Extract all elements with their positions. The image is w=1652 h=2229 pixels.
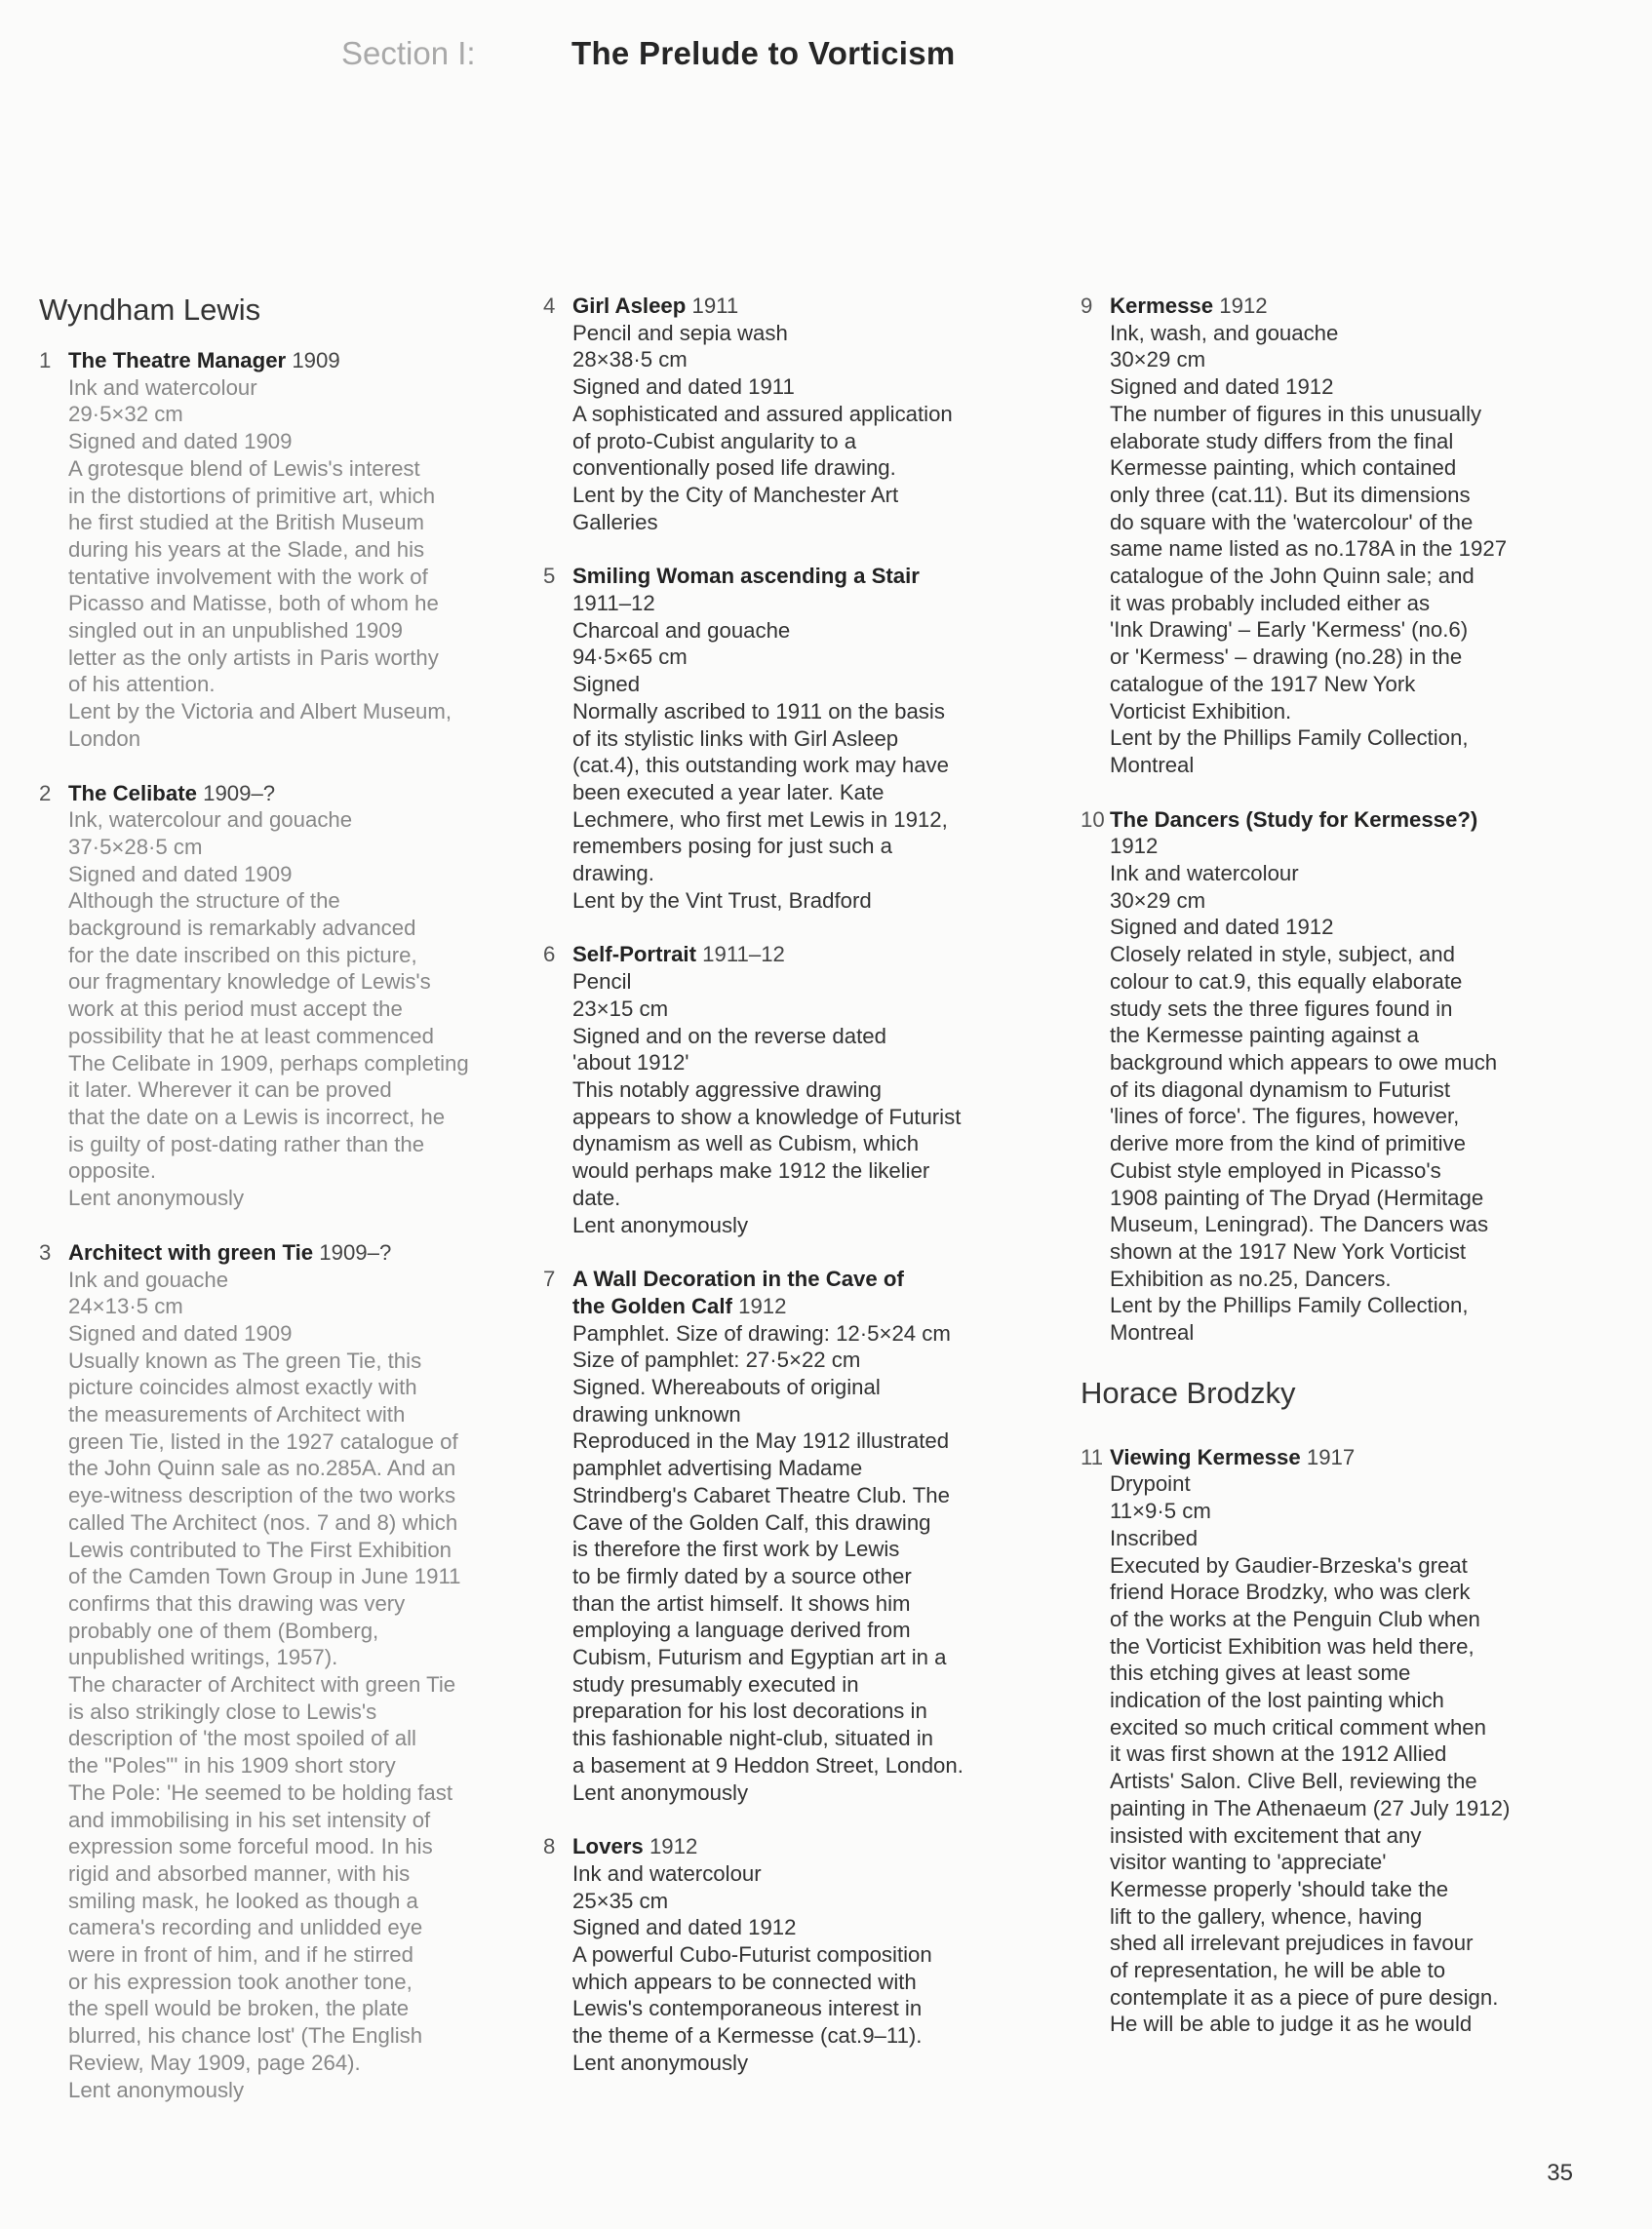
entry-text-line: the measurements of Architect with [68,1402,406,1427]
entry-text-line: the spell would be broken, the plate [68,1996,410,2021]
entry-text-line: is therefore the first work by Lewis [572,1537,900,1562]
entry-heading [1110,1444,1568,1471]
entry-text-line: Normally ascribed to 1911 on the basis [572,698,945,723]
entry-text-line: Ink, watercolour and gouache [68,807,353,833]
entry-text-line: The Celibate in 1909, perhaps completing [68,1050,469,1075]
entry-text-line: employing a language derived from [572,1618,911,1643]
entry-text-line: friend Horace Brodzky, who was clerk [1110,1580,1471,1605]
entry-text-line: 23×15 cm [572,996,669,1021]
entry-text-line: remembers posing for just such a [572,834,893,859]
entry-text-line: Lewis's contemporaneous interest in [572,1996,923,2021]
entry-text-line: Although the structure of the [68,888,340,914]
entry-text-line: drawing unknown [572,1401,741,1427]
artist-heading: Wyndham Lewis [39,293,261,327]
entry-text-line: Lent anonymously [572,2050,749,2075]
entry-text-line: Lewis contributed to The First Exhibition [68,1537,452,1562]
entry-text-line: is also strikingly close to Lewis's [68,1699,377,1724]
catalogue-entry [1081,1444,1568,2038]
entry-text-line: description of 'the most spoiled of all [68,1726,416,1751]
section-title: The Prelude to Vorticism [571,35,956,71]
entry-text-line: Closely related in style, subject, and [1110,942,1455,967]
entry-heading [68,347,507,374]
entry-text-line: 1908 painting of The Dryad (Hermitage [1110,1185,1484,1210]
entry-text-line: same name listed as no.178A in the 1927 [1110,536,1508,562]
entry-text-line: 28×38·5 cm [572,347,688,372]
entry-text-line: Signed and dated 1909 [68,861,293,886]
entry-text-line: Pencil [572,969,632,995]
entry-date: 1909 [292,348,340,372]
entry-text-line: Artists' Salon. Clive Bell, reviewing the [1110,1769,1477,1794]
catalogue-entry [39,347,507,753]
entry-text-line: our fragmentary knowledge of Lewis's [68,969,431,995]
entry-text-line: that the date on a Lewis is incorrect, he [68,1104,446,1129]
entry-text-line: work at this period must accept the [68,997,403,1022]
entry-date: 1912 [1110,834,1159,859]
entry-text-line: were in front of him, and if he stirred [68,1942,413,1968]
entry-text-line: Ink and watercolour [1110,861,1299,886]
entry-text-line: derive more from the kind of primitive [1110,1131,1466,1156]
entry-text-line: is guilty of post-dating rather than the [68,1131,425,1156]
section-label: Section I: [341,35,476,71]
entry-text-line: Lent by the Vint Trust, Bradford [572,887,872,913]
catalogue-entry [1081,806,1568,1347]
entry-text-line: it was probably included either as [1110,590,1431,615]
entry-title: The Dancers (Study for Kermesse?) [1110,806,1478,832]
entry-text-line: insisted with excitement that any [1110,1822,1422,1848]
entry-text-line: A powerful Cubo-Futurist composition [572,1942,932,1968]
entry-text-line: A grotesque blend of Lewis's interest [68,455,420,481]
entry-title: Smiling Woman ascending a Stair [572,564,920,589]
entry-title: Kermesse [1110,293,1214,318]
entry-date: 1911–12 [572,591,655,616]
entry-text-line: Kermesse properly 'should take the [1110,1876,1449,1901]
entry-text-line: date. [572,1185,621,1210]
entry-title: Girl Asleep [572,293,687,318]
entry-text-line: of his attention. [68,672,216,697]
entry-text-line: indication of the lost painting which [1110,1688,1444,1713]
entry-text-line: smiling mask, he looked as though a [68,1888,418,1913]
entry-text-line: 29·5×32 cm [68,402,183,427]
entry-text-line: Vorticist Exhibition. [1110,698,1292,723]
entry-text-line: Lent anonymously [572,1212,749,1237]
entry-text-line: Signed. Whereabouts of original [572,1375,881,1400]
entry-text-line: London [68,725,141,751]
entry-text-line: The character of Architect with green Tie [68,1672,456,1698]
entry-text-line: 30×29 cm [1110,887,1206,913]
entry-text-line: 11×9·5 cm [1110,1499,1211,1524]
entry-text-line: Signed and on the reverse dated [572,1023,886,1048]
entry-text-line: 94·5×65 cm [572,645,688,670]
entry-title: Viewing Kermesse [1110,1444,1301,1469]
entry-text-line: of its diagonal dynamism to Futurist [1110,1076,1450,1102]
entry-text-line: singled out in an unpublished 1909 [68,618,403,644]
entry-date: 1912 [1219,293,1268,318]
entry-number: 3 [39,1239,52,1265]
entry-date: 1912 [649,1834,698,1859]
entry-text-line: Signed and dated 1912 [1110,915,1334,940]
entry-text-line: catalogue of the 1917 New York [1110,671,1416,696]
entry-text-line: called The Architect (nos. 7 and 8) which [68,1509,458,1535]
entry-heading [572,1266,1050,1293]
entry-text-line: in the distortions of primitive art, which [68,483,436,508]
entry-number: 5 [543,564,556,589]
entry-text-line: Drypoint [1110,1471,1191,1497]
entry-title: Self-Portrait [572,942,696,967]
entry-text-line: expression some forceful mood. In his [68,1834,433,1859]
entry-text-line: only three (cat.11). But its dimensions [1110,482,1471,507]
entry-text-line: Lent by the Phillips Family Collection, [1110,725,1469,751]
entry-text-line: conventionally posed life drawing. [572,455,896,481]
entry-text-line: Montreal [1110,1320,1195,1346]
entry-heading [572,563,1050,590]
entry-text-line: or 'Kermess' – drawing (no.28) in the [1110,645,1463,670]
entry-text-line: The Pole: 'He seemed to be holding fast [68,1779,452,1805]
entry-text-line: opposite. [68,1158,157,1184]
entry-text-line: shown at the 1917 New York Vorticist [1110,1238,1467,1264]
entry-text-line: visitor wanting to 'appreciate' [1110,1850,1387,1875]
entry-text-line: Ink and watercolour [68,374,257,400]
entry-text-line: Lent by the Victoria and Albert Museum, [68,699,452,724]
entry-text-line: 37·5×28·5 cm [68,834,203,859]
entry-text-line: Signed and dated 1911 [572,374,795,400]
entry-date: 1912 [738,1293,787,1318]
entry-text-line: Size of pamphlet: 27·5×22 cm [572,1348,861,1373]
entry-text-line: this etching gives at least some [1110,1661,1411,1686]
entry-text-line: appears to show a knowledge of Futurist [572,1104,962,1129]
entry-text-line: this fashionable night-club, situated in [572,1726,934,1751]
entry-text-line: Exhibition as no.25, Dancers. [1110,1266,1392,1291]
entry-text-line: confirms that this drawing was very [68,1590,406,1616]
entry-text-line: possibility that he at least commenced [68,1023,434,1048]
entry-text-line: 24×13·5 cm [68,1294,183,1319]
entry-text-line: for the date inscribed on this picture, [68,942,417,967]
entry-text-line: shed all irrelevant prejudices in favour [1110,1931,1474,1956]
entry-text-line: background which appears to owe much [1110,1049,1498,1075]
entry-number: 10 [1081,806,1105,832]
entry-text-line: Signed [572,672,641,697]
entry-text-line: Ink and watercolour [572,1860,762,1886]
entry-text-line: 25×35 cm [572,1888,669,1913]
entry-text-line: Ink, wash, and gouache [1110,320,1339,345]
entry-text-line: picture coincides almost exactly with [68,1375,417,1400]
entry-text-line: colour to cat.9, this equally elaborate [1110,968,1463,994]
entry-title: Architect with green Tie [68,1239,314,1265]
entry-heading [572,1293,1050,1320]
entry-number: 6 [543,942,556,967]
entry-text-line: Reproduced in the May 1912 illustrated [572,1428,950,1454]
entry-text-line: than the artist himself. It shows him [572,1590,911,1616]
entry-title: The Celibate [68,780,197,805]
entry-text-line: 'lines of force'. The figures, however, [1110,1104,1460,1129]
entry-heading [68,1239,507,1267]
entry-heading [68,780,507,807]
entry-text-line: blurred, his chance lost' (The English [68,2023,423,2049]
entry-title: Lovers [572,1834,644,1859]
entry-text-line: Kermesse painting, which contained [1110,455,1457,481]
entry-text-line: he first studied at the British Museum [68,510,425,535]
entry-title: The Theatre Manager [68,348,287,372]
entry-text-line: catalogue of the John Quinn sale; and [1110,564,1475,589]
entry-text-line: Lent anonymously [572,1779,749,1805]
catalogue-entry [543,1266,1050,1806]
entry-text-line: Montreal [1110,752,1195,777]
entry-text-line: the Kermesse painting against a [1110,1023,1419,1048]
entry-date: 1911–12 [702,942,785,967]
entry-number: 11 [1081,1444,1104,1469]
catalogue-entry [39,1239,507,2104]
entry-text-line: a basement at 9 Heddon Street, London. [572,1752,964,1778]
catalogue-entry [1081,293,1568,779]
entry-title: A Wall Decoration in the Cave of [572,1267,904,1292]
entry-text-line: Executed by Gaudier-Brzeska's great [1110,1552,1468,1578]
entry-text-line: Signed and dated 1909 [68,1320,293,1346]
entry-text-line: He will be able to judge it as he would [1110,2012,1473,2037]
entry-text-line: pamphlet advertising Madame [572,1456,863,1481]
entry-text-line: Picasso and Matisse, both of whom he [68,591,439,616]
page-number: 35 [1547,2160,1573,2186]
entry-date: 1911 [691,293,739,318]
entry-number: 9 [1081,293,1093,318]
entry-text-line: Lent anonymously [68,1186,245,1211]
entry-text-line: green Tie, listed in the 1927 catalogue of [68,1428,458,1454]
entry-text-line: Galleries [572,509,658,534]
entry-date: 1909–? [203,780,276,805]
entry-text-line: to be firmly dated by a source other [572,1563,912,1588]
entry-text-line: Cave of the Golden Calf, this drawing [572,1509,931,1535]
entry-text-line: background is remarkably advanced [68,916,416,941]
entry-text-line: Lent anonymously [68,2077,245,2102]
entry-text-line: of the Camden Town Group in June 1911 [68,1564,461,1589]
entry-text-line: lift to the gallery, whence, having [1110,1903,1423,1929]
entry-text-line: Usually known as The green Tie, this [68,1348,422,1373]
entry-text-line: study presumably executed in [572,1671,859,1697]
entry-heading [572,293,1050,320]
entry-text-line: the "Poles"' in his 1909 short story [68,1753,396,1779]
entry-text-line: 30×29 cm [1110,347,1206,372]
entry-text-line: Strindberg's Cabaret Theatre Club. The [572,1482,950,1507]
entry-text-line: the Vorticist Exhibition was held there, [1110,1633,1475,1659]
entry-text-line: rigid and absorbed manner, with his [68,1860,411,1886]
entry-text-line: probably one of them (Bomberg, [68,1618,379,1643]
catalogue-entry [543,563,1050,914]
entry-number: 4 [543,293,556,318]
entry-heading [1110,293,1568,320]
entry-text-line: Pencil and sepia wash [572,320,788,345]
entry-text-line: Cubism, Futurism and Egyptian art in a [572,1645,947,1670]
entry-number: 2 [39,780,52,805]
entry-text-line: Ink and gouache [68,1267,229,1292]
entry-title-continued: the Golden Calf [572,1293,732,1318]
entry-text-line: unpublished writings, 1957). [68,1645,338,1670]
entry-number: 7 [543,1267,556,1292]
entry-text-line: or his expression took another tone, [68,1969,413,1994]
entry-text-line: excited so much critical comment when [1110,1714,1486,1740]
entry-text-line: of representation, he will be able to [1110,1958,1446,1983]
entry-text-line: Pamphlet. Size of drawing: 12·5×24 cm [572,1320,951,1346]
column-2 [543,293,1050,2104]
entry-heading [572,1833,1050,1860]
entry-text-line: Cubist style employed in Picasso's [1110,1157,1441,1183]
entry-text-line: (cat.4), this outstanding work may have [572,753,949,778]
entry-text-line: The number of figures in this unusually [1110,401,1482,426]
entry-text-line: it later. Wherever it can be proved [68,1077,392,1103]
catalogue-entry [39,780,507,1212]
entry-text-line: which appears to be connected with [572,1969,917,1994]
entry-text-line: been executed a year later. Kate [572,779,885,804]
entry-text-line: Lent by the Phillips Family Collection, [1110,1293,1469,1318]
entry-text-line: the theme of a Kermesse (cat.9–11). [572,2023,923,2049]
entry-text-line: the John Quinn sale as no.285A. And an [68,1456,456,1481]
entry-text-line: eye-witness description of the two works [68,1483,456,1508]
entry-text-line: Museum, Leningrad). The Dancers was [1110,1212,1489,1237]
entry-text-line: Lechmere, who first met Lewis in 1912, [572,806,948,832]
entry-text-line: letter as the only artists in Paris worthy [68,645,439,670]
entry-date: 1909–? [319,1239,392,1265]
entry-heading [1110,806,1568,834]
entry-text-line: and immobilising in his set intensity of [68,1807,431,1832]
entry-text-line: Inscribed [1110,1525,1199,1550]
entry-text-line: tentative involvement with the work of [68,564,428,589]
entry-text-line: it was first shown at the 1912 Allied [1110,1741,1447,1767]
entry-text-line: Charcoal and gouache [572,617,791,643]
entry-number: 8 [543,1834,556,1859]
column-1 [39,293,507,2131]
entry-text-line: of its stylistic links with Girl Asleep [572,725,899,751]
entry-text-line: of the works at the Penguin Club when [1110,1606,1480,1631]
entry-text-line: of proto-Cubist angularity to a [572,428,857,453]
entry-text-line: dynamism as well as Cubism, which [572,1131,920,1156]
column-3 [1081,293,1568,2065]
entry-text-line: This notably aggressive drawing [572,1076,882,1102]
entry-text-line: A sophisticated and assured application [572,401,953,426]
catalogue-entry [543,293,1050,535]
entry-heading [572,941,1050,968]
catalogue-entry [543,1833,1050,2076]
entry-text-line: Signed and dated 1912 [572,1915,797,1940]
entry-text-line: 'Ink Drawing' – Early 'Kermess' (no.6) [1110,617,1469,643]
entry-text-line: elaborate study differs from the final [1110,428,1454,453]
entry-text-line: study sets the three figures found in [1110,996,1453,1021]
entry-date: 1917 [1306,1444,1356,1469]
entry-text-line: preparation for his lost decorations in [572,1699,927,1724]
entry-text-line: drawing. [572,861,654,886]
entry-number: 1 [39,348,52,372]
entry-text-line: Signed and dated 1912 [1110,374,1334,400]
entry-text-line: would perhaps make 1912 the likelier [572,1158,930,1184]
artist-heading: Horace Brodzky [1081,1375,1296,1410]
entry-text-line: during his years at the Slade, and his [68,536,425,562]
entry-text-line: 'about 1912' [572,1050,689,1075]
entry-text-line: camera's recording and unlidded eye [68,1915,423,1940]
entry-text-line: painting in The Athenaeum (27 July 1912) [1110,1795,1511,1820]
entry-text-line: contemplate it as a piece of pure design. [1110,1984,1499,2010]
entry-text-line: Lent by the City of Manchester Art [572,482,899,507]
entry-text-line: do square with the 'watercolour' of the [1110,509,1474,534]
entry-text-line: Review, May 1909, page 264). [68,2050,361,2075]
catalogue-entry [543,941,1050,1238]
entry-text-line: Signed and dated 1909 [68,429,293,454]
